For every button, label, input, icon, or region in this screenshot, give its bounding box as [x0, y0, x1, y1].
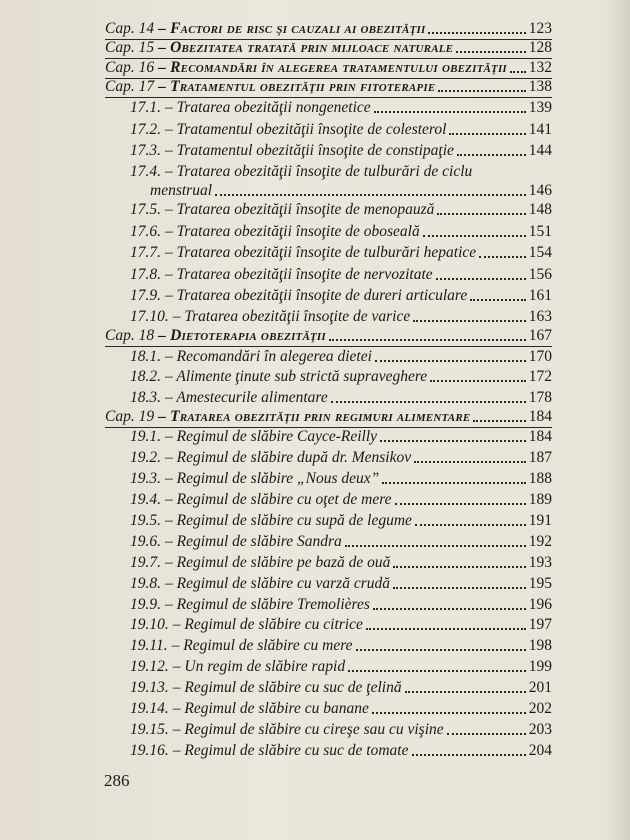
toc-chapter-entry[interactable]	[105, 77, 552, 97]
toc-page-number: 178	[528, 389, 552, 406]
toc-subchapter-entry[interactable]	[130, 98, 552, 117]
toc-entry-title: – Tratarea obezităţii însoţite de tulburări de ciclu	[165, 163, 473, 180]
toc-entry-title: – Regimul de slăbire pe bază de ouă	[165, 554, 391, 571]
toc-page-number: 184	[528, 408, 552, 425]
toc-page-number: 141	[528, 121, 552, 138]
dot-leader	[438, 90, 525, 92]
toc-entry-title: – Amestecurile alimentare	[165, 389, 328, 406]
dot-leader	[372, 712, 526, 714]
toc-subchapter-entry[interactable]	[130, 532, 552, 551]
toc-page-number: 144	[528, 142, 552, 159]
toc-entry-number: Cap. 19	[105, 408, 155, 425]
toc-subchapter-entry[interactable]	[130, 741, 552, 760]
toc-page-number: 187	[528, 449, 552, 466]
toc-entry-number: 19.14.	[130, 700, 169, 717]
dot-leader	[456, 51, 526, 53]
toc-page-number: 132	[528, 59, 552, 76]
toc-entry-number: 17.4.	[130, 163, 161, 180]
toc-entry-number: 19.1.	[130, 428, 161, 445]
toc-subchapter-entry[interactable]	[130, 367, 552, 386]
toc-entry-number: 19.6.	[130, 533, 161, 550]
toc-page-number: 128	[528, 39, 552, 56]
dot-leader	[373, 608, 526, 610]
page-number: 286	[104, 771, 130, 790]
toc-entry-title: – Tratarea obezităţii nongenetice	[165, 99, 371, 116]
toc-entry-title: – Tratamentul obezităţii însoţite de constipaţie	[165, 142, 454, 159]
toc-page-number: 201	[528, 679, 552, 696]
toc-entry-number: 17.5.	[130, 201, 161, 218]
dot-leader	[415, 524, 526, 526]
toc-entry-number: 17.6.	[130, 223, 161, 240]
dot-leader	[449, 133, 525, 135]
toc-chapter-entry[interactable]	[105, 58, 552, 78]
toc-entry-number: 19.12.	[130, 658, 169, 675]
toc-entry-title: – Tratarea obezităţii însoţite de menopauză	[165, 201, 435, 218]
toc-page-number: 154	[528, 244, 552, 261]
dot-leader	[345, 545, 526, 547]
toc-page-number: 203	[528, 721, 552, 738]
dot-leader	[393, 566, 525, 568]
toc-subchapter-entry[interactable]	[130, 490, 552, 509]
dot-leader	[405, 691, 526, 693]
toc-entry-number: 18.3.	[130, 389, 161, 406]
toc-entry-number: 19.15.	[130, 721, 169, 738]
toc-entry-title: – Regimul de slăbire cu citrice	[172, 616, 363, 633]
toc-chapter-entry[interactable]	[105, 407, 552, 427]
toc-subchapter-entry[interactable]	[130, 265, 552, 284]
toc-entry-number: Cap. 18	[105, 327, 155, 344]
toc-entry-title: – Regimul de slăbire „Nous deux”	[165, 470, 380, 487]
toc-subchapter-entry[interactable]	[130, 222, 552, 241]
toc-subchapter-entry[interactable]	[130, 678, 552, 697]
toc-entry-number: 19.13.	[130, 679, 169, 696]
dot-leader	[457, 154, 526, 156]
toc-entry-title: – Tratamentul obezităţii prin fitoterapie	[158, 78, 436, 95]
toc-page-number: 156	[528, 266, 552, 283]
dot-leader	[331, 401, 526, 403]
toc-page-number: 161	[528, 287, 552, 304]
dot-leader	[470, 299, 526, 301]
toc-subchapter-entry[interactable]	[130, 615, 552, 634]
toc-subchapter-entry[interactable]	[130, 162, 552, 181]
toc-page-number: 202	[528, 700, 552, 717]
toc-entry-number: 19.8.	[130, 575, 161, 592]
toc-page-number: 199	[528, 658, 552, 675]
toc-entry-number: 19.3.	[130, 470, 161, 487]
dot-leader	[428, 32, 525, 34]
dot-leader	[375, 360, 526, 362]
toc-entry-number: 17.8.	[130, 266, 161, 283]
toc-entry-number: 18.1.	[130, 348, 161, 365]
toc-entry-number: 19.16.	[130, 742, 169, 759]
toc-entry-title: – Recomandări în alegerea tratamentului obezităţii	[158, 59, 507, 76]
toc-chapter-entry[interactable]	[105, 326, 552, 346]
toc-entry-number: 17.1.	[130, 99, 161, 116]
toc-subchapter-entry[interactable]	[130, 120, 552, 139]
dot-leader	[437, 213, 525, 215]
toc-entry-number: 17.10.	[130, 308, 169, 325]
toc-subchapter-entry[interactable]	[130, 286, 552, 305]
toc-entry-title: – Un regim de slăbire rapid	[172, 658, 346, 675]
toc-subchapter-entry[interactable]	[130, 553, 552, 572]
toc-entry-title: – Tratarea obezităţii însoţite de varice	[172, 308, 411, 325]
toc-entry-number: Cap. 16	[105, 59, 155, 76]
toc-page-number: 146	[528, 182, 552, 199]
dot-leader	[382, 482, 525, 484]
toc-entry-title: – Tratamentul obezităţii însoţite de colesterol	[165, 121, 447, 138]
toc-entry-number: 19.7.	[130, 554, 161, 571]
toc-page-number: 192	[528, 533, 552, 550]
toc-entry-title: – Factori de risc şi cauzali ai obezităţii	[158, 20, 426, 37]
toc-entry-number: 19.9.	[130, 596, 161, 613]
dot-leader	[414, 461, 526, 463]
toc-entry-number: 18.2.	[130, 368, 161, 385]
toc-page-number: 198	[528, 637, 552, 654]
toc-subchapter-entry[interactable]	[130, 595, 552, 614]
dot-leader	[374, 111, 526, 113]
toc-page-number: 184	[528, 428, 552, 445]
toc-entry-title: – Regimul de slăbire cu varză crudă	[165, 575, 390, 592]
toc-entry-title: – Regimul de slăbire cu suc de ţelină	[172, 679, 402, 696]
toc-entry-title: – Regimul de slăbire cu banane	[172, 700, 369, 717]
toc-entry-number: Cap. 15	[105, 39, 155, 56]
toc-subchapter-entry[interactable]	[130, 720, 552, 739]
toc-entry-number: 17.3.	[130, 142, 161, 159]
toc-entry-continuation	[130, 181, 552, 200]
toc-entry-number: 17.7.	[130, 244, 161, 261]
toc-entry-number: 17.9.	[130, 287, 161, 304]
toc-page-number: 188	[528, 470, 552, 487]
toc-chapter-entry[interactable]	[105, 19, 552, 39]
toc-page-number: 172	[528, 368, 552, 385]
toc-entry-title: – Tratarea obezităţii însoţite de dureri articulare	[165, 287, 468, 304]
toc-page-number: 189	[528, 491, 552, 508]
toc-entry-number: 19.5.	[130, 512, 161, 529]
toc-subchapter-entry[interactable]	[130, 511, 552, 530]
toc-page-number: 204	[528, 742, 552, 759]
toc-entry-number: 19.4.	[130, 491, 161, 508]
page-edge-shadow	[604, 0, 630, 840]
toc-subchapter-entry[interactable]	[130, 448, 552, 467]
toc-entry-number: 17.2.	[130, 121, 161, 138]
toc-subchapter-entry[interactable]	[130, 574, 552, 593]
toc-entry-title: – Regimul de slăbire Tremolières	[165, 596, 370, 613]
dot-leader	[393, 587, 526, 589]
toc-subchapter-entry[interactable]	[130, 657, 552, 676]
toc-page-number: 170	[528, 348, 552, 365]
dot-leader	[329, 339, 526, 341]
dot-leader	[479, 256, 526, 258]
toc-subchapter-entry[interactable]	[130, 347, 552, 366]
toc-entry-title: – Tratarea obezităţii însoţite de oboseală	[165, 223, 420, 240]
toc-entry-title: – Regimul de slăbire Cayce-Reilly	[165, 428, 378, 445]
dot-leader	[430, 380, 526, 382]
toc-subchapter-entry[interactable]	[130, 307, 552, 326]
toc-chapter-entry[interactable]	[105, 38, 552, 58]
toc-subchapter-entry[interactable]	[130, 699, 552, 718]
dot-leader	[473, 420, 525, 422]
toc-entry-title: – Alimente ţinute sub strictă supraveghere	[165, 368, 428, 385]
toc-page-number: 196	[528, 596, 552, 613]
toc-entry-number: 19.2.	[130, 449, 161, 466]
toc-entry-title: – Tratarea obezităţii însoţite de tulburări hepatice	[165, 244, 477, 261]
toc-entry-title: – Regimul de slăbire cu mere	[171, 637, 353, 654]
toc-entry-title: – Regimul de slăbire cu cireşe sau cu vişine	[172, 721, 444, 738]
toc-page-number: 151	[528, 223, 552, 240]
toc-entry-title: – Tratarea obezităţii prin regimuri alimentare	[158, 408, 471, 425]
toc-entry-title: – Regimul de slăbire Sandra	[165, 533, 342, 550]
toc-subchapter-entry[interactable]	[130, 243, 552, 262]
dot-leader	[510, 71, 526, 73]
toc-page-number: 148	[528, 201, 552, 218]
toc-subchapter-entry[interactable]	[130, 200, 552, 219]
toc-page-number: 167	[528, 327, 552, 344]
toc-entry-number: Cap. 17	[105, 78, 155, 95]
dot-leader	[395, 503, 526, 505]
toc-page-number: 163	[528, 308, 552, 325]
toc-page-number: 197	[528, 616, 552, 633]
dot-leader	[423, 235, 526, 237]
toc-page-number: 123	[528, 20, 552, 37]
toc-page-number: 138	[528, 78, 552, 95]
toc-entry-title: – Regimul de slăbire cu supă de legume	[165, 512, 412, 529]
toc-page-number: 191	[528, 512, 552, 529]
toc-entry-title: menstrual	[150, 182, 212, 199]
toc-entry-title: – Dietoterapia obezităţii	[158, 327, 326, 344]
dot-leader	[356, 649, 526, 651]
toc-subchapter-entry[interactable]	[130, 636, 552, 655]
toc-subchapter-entry[interactable]	[130, 469, 552, 488]
toc-subchapter-entry[interactable]	[130, 388, 552, 407]
dot-leader	[348, 670, 526, 672]
toc-entry-title: – Obezitatea tratată prin mijloace naturale	[158, 39, 454, 56]
dot-leader	[380, 440, 526, 442]
toc-entry-number: 19.11.	[130, 637, 168, 654]
dot-leader	[413, 320, 525, 322]
toc-entry-title: – Tratarea obezităţii însoţite de nervozitate	[165, 266, 433, 283]
dot-leader	[436, 278, 526, 280]
toc-page-number: 139	[528, 99, 552, 116]
dot-leader	[366, 628, 526, 630]
dot-leader	[412, 754, 526, 756]
toc-entry-title: – Recomandări în alegerea dietei	[165, 348, 372, 365]
toc-page-number: 195	[528, 575, 552, 592]
toc-subchapter-entry[interactable]	[130, 141, 552, 160]
dot-leader	[215, 194, 526, 196]
toc-entry-title: – Regimul de slăbire cu oţet de mere	[165, 491, 392, 508]
dot-leader	[447, 733, 526, 735]
toc-entry-number: Cap. 14	[105, 20, 155, 37]
toc-entry-title: – Regimul de slăbire cu suc de tomate	[172, 742, 409, 759]
toc-subchapter-entry[interactable]	[130, 427, 552, 446]
toc-page-number: 193	[528, 554, 552, 571]
toc-entry-number: 19.10.	[130, 616, 169, 633]
toc-entry-title: – Regimul de slăbire după dr. Mensikov	[165, 449, 412, 466]
